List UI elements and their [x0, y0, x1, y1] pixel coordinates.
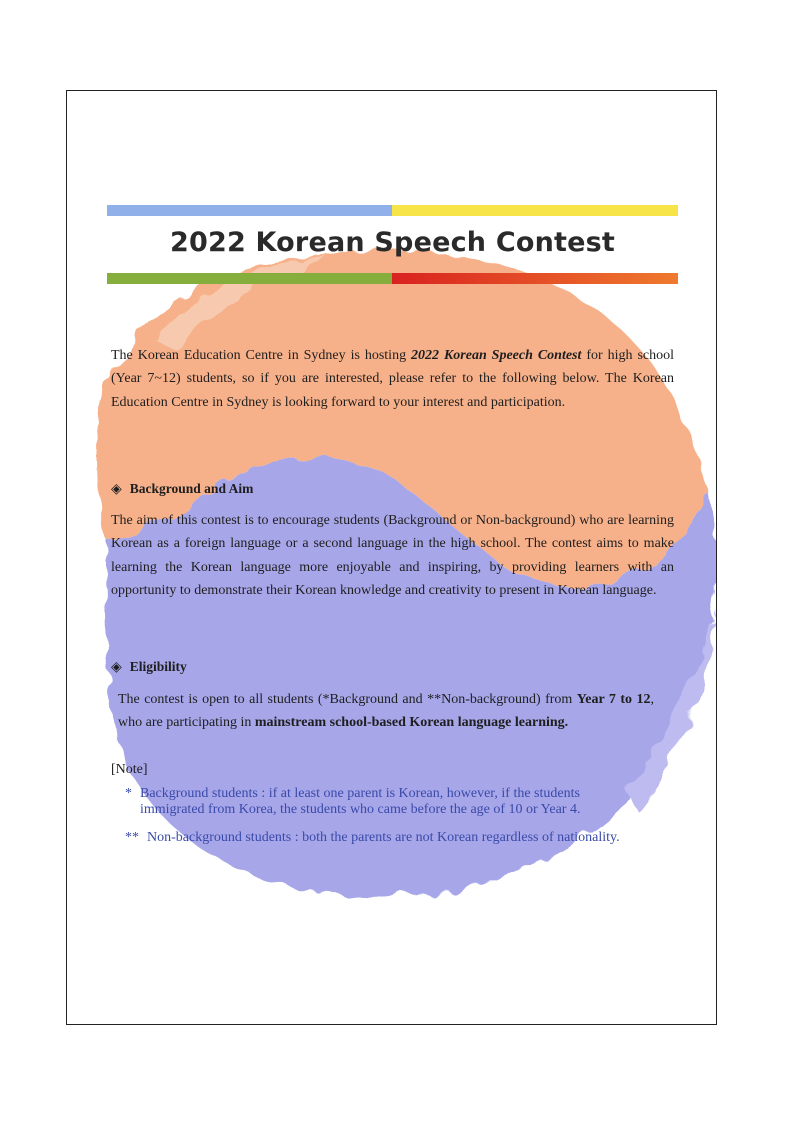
intro-contest-name: 2022 Korean Speech Contest: [411, 348, 582, 363]
diamond-bullet-icon: ◈: [111, 659, 122, 675]
intro-text-start: The Korean Education Centre in Sydney is hosting: [111, 348, 412, 363]
note-background-line-2: immigrated from Korea, the students who came before the age of 10 or Year 4.: [140, 802, 581, 817]
note-item-background-cont: [140, 802, 580, 818]
eligibility-years: Year 7 to 12: [576, 692, 651, 707]
note-nonbackground-line-1: Non-background students : both the parents are not Korean regardless of nationality.: [147, 830, 620, 845]
background-paragraph: [111, 509, 674, 602]
header-bar-yellow: [392, 205, 678, 216]
header-bar-green: [107, 273, 392, 284]
note-background-line-1: Background students : if at least one parent is Korean, however, if the students: [140, 786, 580, 801]
diamond-bullet-icon: ◈: [111, 481, 122, 497]
eligibility-heading: [111, 659, 187, 675]
intro-text-end: for high school (Year 7~12) students, so if you are interested, please refer to the following below. The Korean Education Centre in Sydney is looking forward to your interest and participation.: [111, 348, 674, 410]
note-marker: **: [125, 830, 139, 845]
eligibility-heading-label: Eligibility: [129, 659, 187, 674]
eligibility-text-middle: , who are participating in: [118, 692, 654, 731]
intro-paragraph: [111, 344, 674, 414]
note-item-nonbackground: [125, 830, 620, 846]
eligibility-text-start: The contest is open to all students (*Background and **Non-background) from: [118, 692, 577, 707]
eligibility-program: mainstream school-based Korean language learning.: [254, 715, 569, 731]
background-heading: [111, 481, 253, 497]
header-bar-red-orange: [392, 273, 678, 284]
note-item-background: [125, 786, 580, 802]
background-heading-label: Background and Aim: [129, 481, 254, 496]
background-body: The aim of this contest is to encourage students (Background or Non-background) who are learning Korean as a foreign language or a second language in the high school. The contest aims to make learning the Korean language more enjoyable and inspiring, by providing learners with an opportunity to demonstrate their Korean knowledge and creativity to present in Korean language.: [111, 513, 674, 598]
eligibility-paragraph: [118, 688, 654, 735]
header-bar-blue: [107, 205, 392, 216]
document-frame: [66, 90, 717, 1025]
page-title: 2022 Korean Speech Contest: [169, 227, 616, 258]
note-marker: *: [125, 786, 132, 801]
note-label: [Note]: [111, 762, 148, 777]
